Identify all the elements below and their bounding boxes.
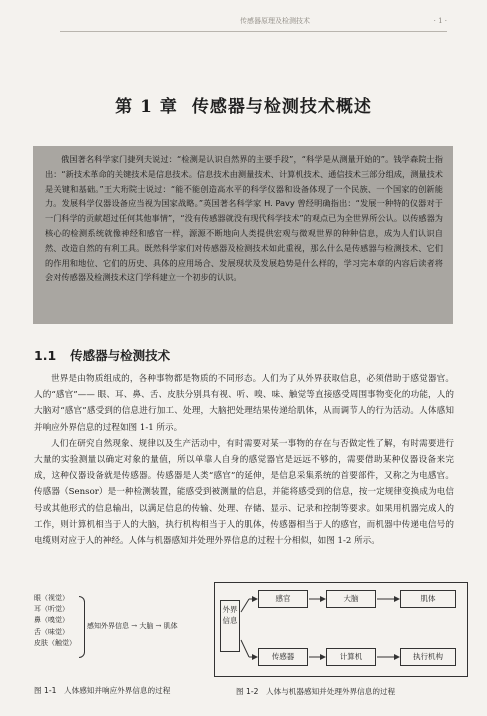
external-info-box [220,600,240,652]
external-info-label: 外界信息 [222,605,238,625]
box-body: 肌体 [400,590,456,608]
page-number: · 1 · [433,17,447,25]
box-brain: 大脑 [326,590,376,608]
sense-item: 鼻（嗅觉） [34,616,69,625]
body-text [34,371,454,549]
brace-symbol [79,596,85,658]
sense-item: 耳（听觉） [34,605,69,614]
sense-item: 眼（视觉） [34,594,69,602]
section-number: 1.1 [34,348,57,363]
section-title: 传感器与检测技术 [70,348,171,363]
running-head [60,14,447,32]
chapter-number: 第 1 章 [115,97,178,117]
chapter-abstract: 俄国著名科学家门捷列夫说过：“检测是认识自然界的主要手段”，“科学是从测量开始的”。钱学森院士指出：“新技术革命的关键技术是信息技术。信息技术由测量技术、计算机技术、通信技术三部分组成，测量技术是关键和基础。”王大珩院士说过：“能不能创造高水平的科学仪器和设备体现了一个民族、一个国家的创新能力。发展科学仪器设备应当视为国家战略。”英国著名科学家 H. Pavy 曾经明确指出：“发展一种特的仪器对于一门科学的贡献超过任何其他事情”，“没有传感器就没有现代科学技术”的观点已为全世界所公认。以传感器为核心的检测系统就像神经和感官一样，源源不断地向人类提供宏观与微观世界的种种信息，成为人们认识自然、改造自然的有利工具。既然科学家们对传感器及检测技术如此重视，那么什么是传感器与检测技术、它们的作用和地位、它们的历史、具体的应用场合、发展现状及发展趋势是什么样的，学习完本章的内容后读者将会对传感器及检测技术这门学科建立一个初步的认识。 [45,154,443,283]
figure-1-2-caption: 图 1-2 人体与机器感知并处理外界信息的过程 [236,687,396,696]
senses-list [34,593,78,649]
sense-item: 皮肤（触觉） [34,638,76,647]
running-head-title: 传感器原理及检测技术 [240,17,310,25]
box-computer: 计算机 [326,648,376,666]
box-actuator: 执行机构 [400,648,456,666]
figure-1-1 [34,593,209,703]
sense-item: 舌（味觉） [34,627,69,636]
paragraph: 人们在研究自然现象、规律以及生产活动中，有时需要对某一事物的存在与否做定性了解，有时需要进行大量的实验测量以确定对象的量值，所以单靠人自身的感觉器官是远远不够的，需要借助某种仪器设备来完成，这种仪器设备就是传感器。传感器是人类“感官”的延伸，是信息采集系统的首要部件，又称之为电感官。传感器（Sensor）是一种检测装置，能感受到被测量的信息，并能将感受到的信息，按一定规律变换成为电信号或其他形式的信息输出，以满足信息的传输、处理、存储、显示、记录和控制等要求。如果用机器完成人的工作，则计算机相当于人的大脑，执行机构相当于人的肌体，传感器相当于人的感官，而机器中传递电信号的电缆则对应于人的神经。人体与机器感知并处理外界信息的过程十分相似，如图 1-2 所示。 [34,438,454,547]
chapter-abstract-box [33,146,453,324]
figure-1-2 [214,582,470,712]
box-sensor: 传感器 [258,648,308,666]
section-heading [34,346,170,364]
box-senses: 感官 [258,590,308,608]
paragraph: 世界是由物质组成的，各种事物都是物质的不同形态。人们为了从外界获取信息，必须借助于感觉器官。人的“感官”—— 眼、耳、鼻、舌、皮肤分别具有视、听、嗅、味、触觉等直接感受周围事物变化的功能，人的大脑对“感官”感受到的信息进行加工、处理，大脑把处理结果传递给肌体，从而调节人的行为活动。人体感知并响应外界信息的过程如图 1-1 所示。 [34,374,454,433]
perception-flow: 感知外界信息 → 大脑 → 肌体 [87,622,178,630]
figure-1-1-caption: 图 1-1 人体感知并响应外界信息的过程 [34,686,171,695]
chapter-title [0,92,487,117]
chapter-name: 传感器与检测技术概述 [191,97,372,117]
